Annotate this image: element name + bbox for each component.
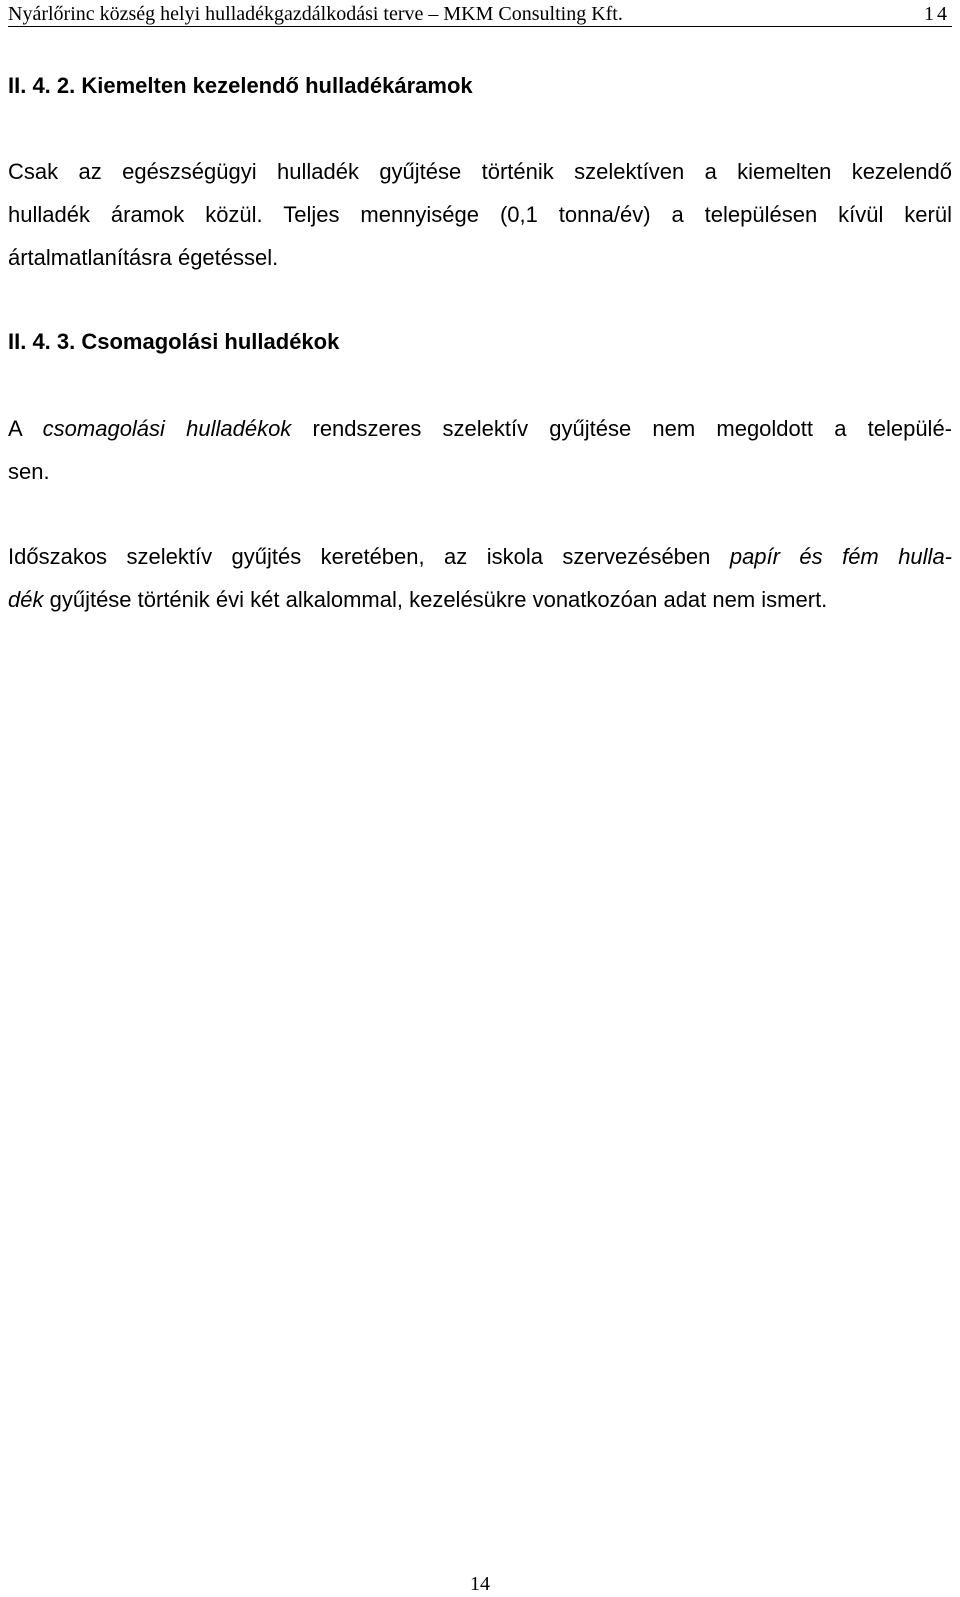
footer-page-number: 14 [470, 1573, 490, 1595]
paragraph-line: hulladék áramok közül. Teljes mennyisége (0,1 tonna/év) a településen kívül kerül [8, 202, 952, 227]
paragraph-line: ártalmatlanításra égetéssel. [8, 245, 279, 270]
paragraph-line: Csak az egészségügyi hulladék gyűjtése történik szelektíven a kiemelten kezelendő [8, 159, 952, 184]
section-heading-csomagolasi-hulladekok: II. 4. 3. Csomagolási hulladékok [8, 329, 340, 354]
paragraph-line [8, 578, 952, 621]
text-run: Időszakos szelektív gyűjtés keretében, az iskola szervezésében [8, 544, 730, 569]
text-run: A [8, 416, 43, 441]
paragraph-csomagolasi-gyujtes [8, 407, 952, 493]
section-heading-kiemelten-kezelendo: II. 4. 2. Kiemelten kezelendő hulladékáramok [8, 73, 473, 98]
text-run: rendszeres szelektív gyűjtése nem megoldott a települé- [291, 416, 953, 441]
text-run: gyűjtése történik évi két alkalommal, kezelésükre vonatkozóan adat nem ismert. [43, 587, 828, 612]
italic-term: papír és fém hulla- [729, 544, 953, 569]
paragraph-line [8, 407, 952, 450]
header-page-number: 14 [924, 3, 950, 25]
page-header [8, 2, 952, 27]
document-title: Nyárlőrinc község helyi hulladékgazdálkodási terve – MKM Consulting Kft. [8, 3, 623, 25]
paragraph-idoszakos-gyujtes [8, 535, 952, 621]
italic-term: dék [8, 587, 44, 612]
paragraph-line [8, 535, 952, 578]
paragraph-line: sen. [8, 459, 50, 484]
paragraph-egeszsegugyi-hulladek [8, 150, 952, 279]
italic-term: csomagolási hulladékok [42, 416, 292, 441]
